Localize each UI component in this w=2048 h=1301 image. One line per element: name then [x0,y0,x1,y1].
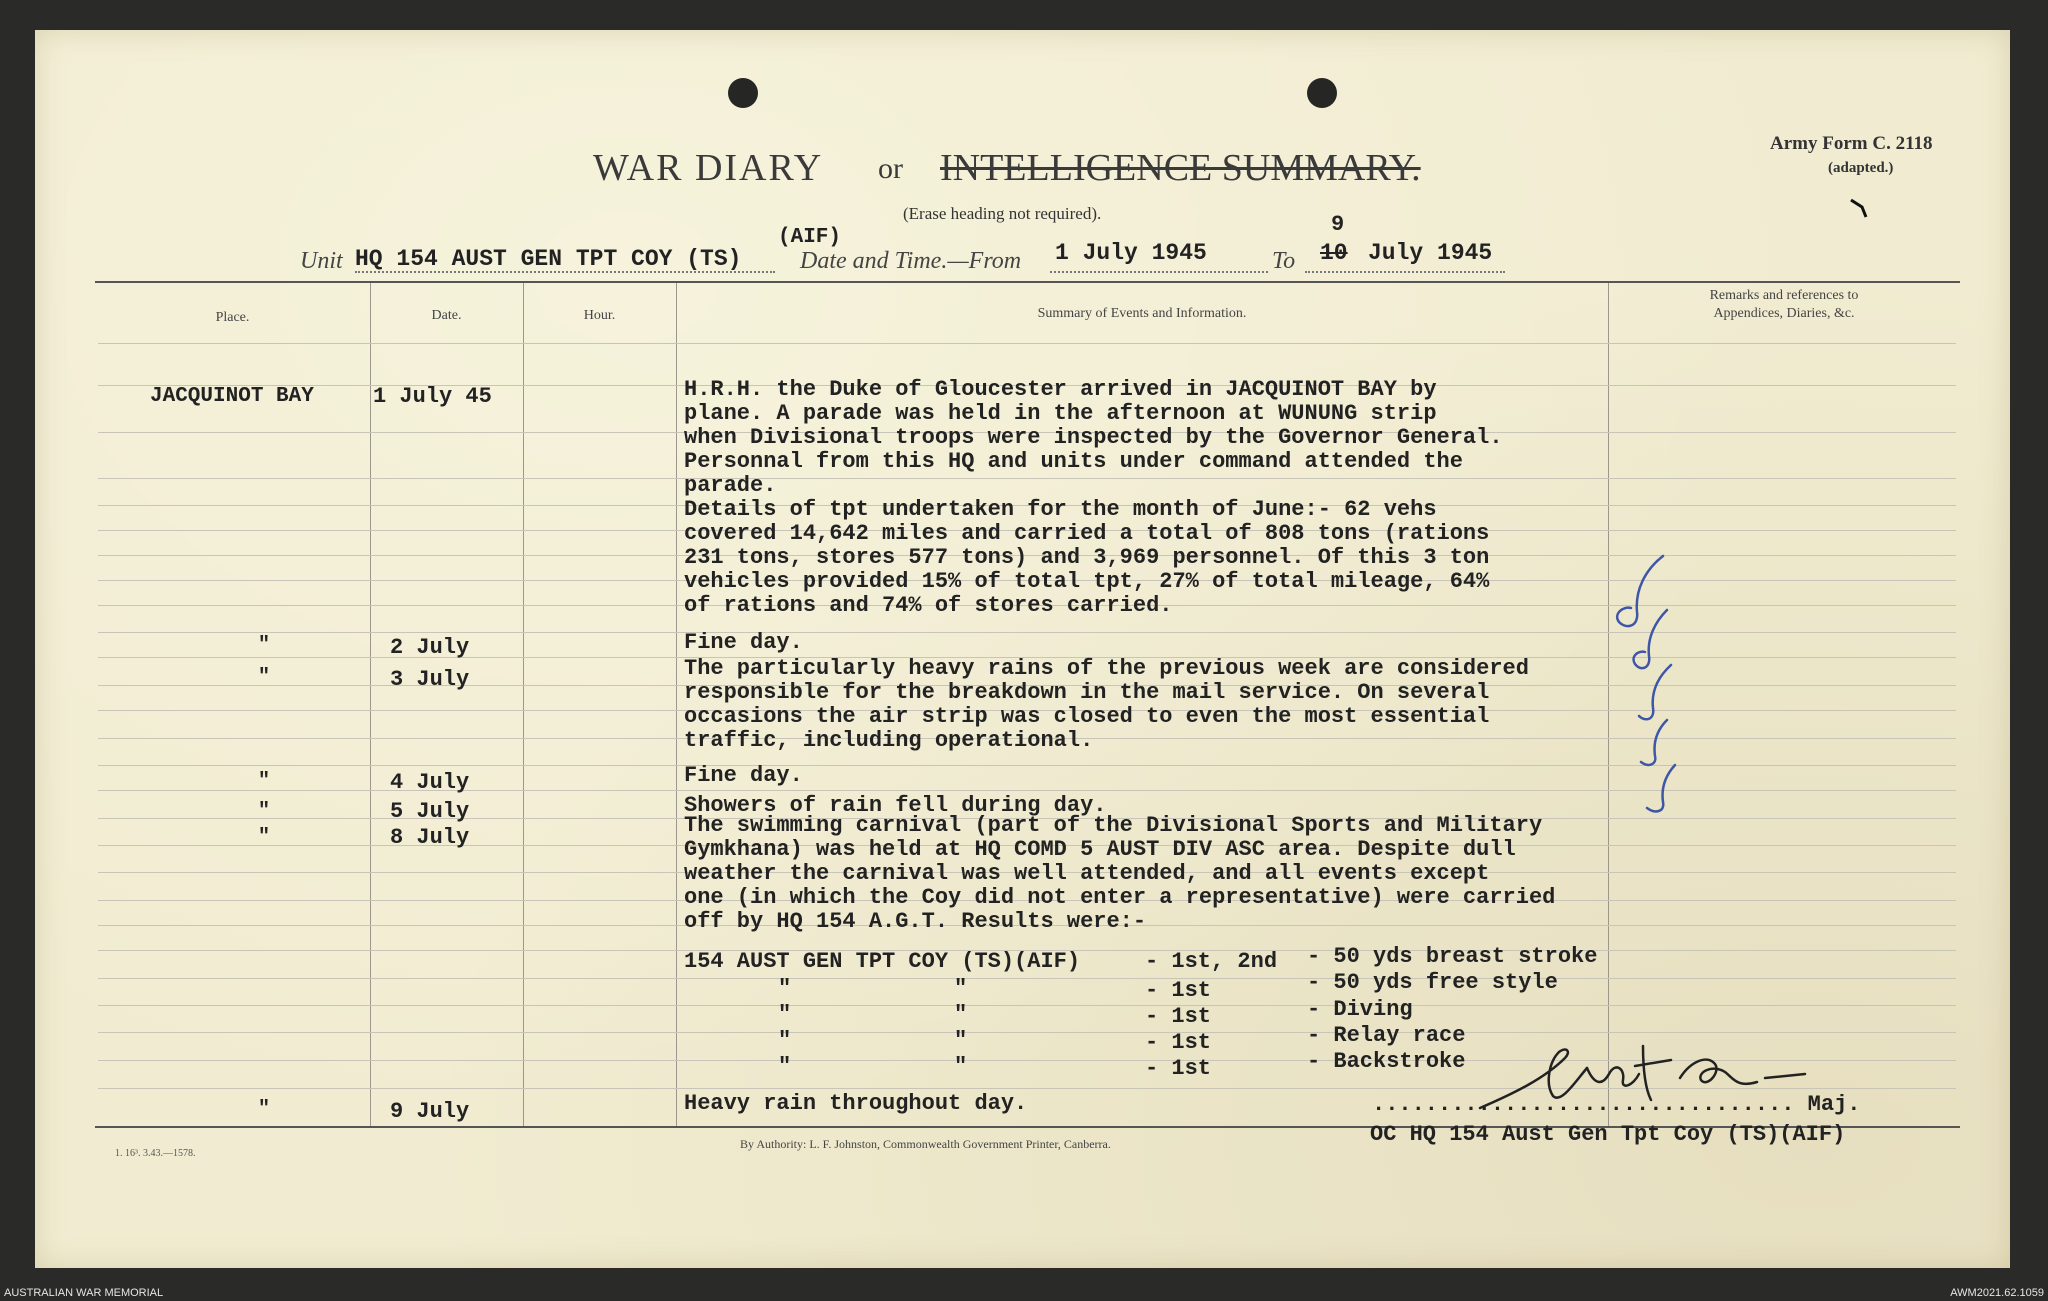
from-date: 1 July 1945 [1055,240,1207,266]
entry-text: Fine day. [684,630,803,655]
dotted-rule [355,271,775,273]
signatory-title: OC HQ 154 Aust Gen Tpt Coy (TS)(AIF) [1370,1122,1846,1147]
entry-line: Personnal from this HQ and units under command attended the [684,449,1463,474]
date-cell: 8 July [390,825,470,850]
ditto-mark: " [258,1098,271,1121]
ditto-mark: " [954,1002,968,1027]
entry-line: one (in which the Coy did not enter a representative) were carried [684,885,1556,910]
ditto-mark: " [778,1028,792,1053]
punch-hole-icon [728,78,758,108]
entry-line: 231 tons, stores 577 tons) and 3,969 personnel. Of this 3 ton [684,545,1490,570]
footer-accession: AWM2021.62.1059 [1950,1287,2044,1299]
entry-line: of rations and 74% of stores carried. [684,593,1173,618]
dotted-rule [1305,271,1505,273]
entry-line: The particularly heavy rains of the previous week are considered [684,656,1529,681]
result-event: - Backstroke [1307,1049,1466,1074]
column-divider [523,283,524,1126]
header-remarks-1: Remarks and references to [1709,288,1859,303]
date-cell: 4 July [390,770,470,795]
form-code: 1. 16³. 3.43.—1578. [115,1148,196,1159]
result-placing: - 1st [1145,978,1212,1003]
to-day-struck: 10 [1320,240,1348,266]
entry-text: Fine day. [684,763,803,788]
ditto-mark: " [258,666,271,689]
entry-line: The swimming carnival (part of the Divisional Sports and Military [684,813,1543,838]
result-event: - Diving [1307,997,1413,1022]
ditto-mark: " [954,1054,968,1079]
ruled-line [98,1005,1956,1006]
entry-line: weather the carnival was well attended, and all events except [684,861,1490,886]
entry-line: parade. [684,473,777,498]
result-placing: - 1st, 2nd [1145,949,1278,974]
to-day-correction: 9 [1331,212,1345,237]
date-time-label: Date and Time.—From [800,248,1022,274]
entry-line: responsible for the breakdown in the mail service. On several [684,680,1490,705]
or-word: or [878,152,903,185]
date-cell: 9 July [390,1099,470,1124]
unit-value: HQ 154 AUST GEN TPT COY (TS) [355,246,742,272]
result-placing: - 1st [1145,1056,1212,1081]
date-cell: 1 July 45 [373,384,492,409]
ruled-line [98,978,1956,979]
ditto-mark: " [778,1002,792,1027]
punch-hole-icon [1307,78,1337,108]
entry-text [684,378,1503,618]
entry-line: traffic, including operational. [684,728,1094,753]
unit-aif: (AIF) [778,226,842,249]
entry-line: H.R.H. the Duke of Gloucester arrived in JACQUINOT BAY by [684,377,1437,402]
tick-mark-icon [1848,195,1872,219]
army-form-number: Army Form C. 2118 [1770,133,1933,154]
entry-text [684,657,1529,753]
result-placing: - 1st [1145,1030,1212,1055]
ditto-mark: " [954,976,968,1001]
ditto-mark: " [778,1054,792,1079]
entry-text [684,814,1555,934]
ruled-line [98,1032,1956,1033]
entry-line: off by HQ 154 A.G.T. Results were:- [684,909,1147,934]
entry-line: Gymkhana) was held at HQ COMD 5 AUST DIV ASC area. Despite dull [684,837,1516,862]
header-date: Date. [431,308,462,323]
place-cell: JACQUINOT BAY [150,385,314,408]
date-cell: 3 July [390,667,470,692]
adapted-note: (adapted.) [1828,160,1894,176]
entry-text: Showers of rain fell during day. [684,793,1107,818]
to-label: To [1272,248,1296,274]
ditto-mark: " [778,976,792,1001]
ditto-mark: " [258,826,271,849]
result-placing: - 1st [1145,1004,1212,1029]
dotted-rule [1050,271,1268,273]
date-cell: 2 July [390,635,470,660]
table-top-rule [95,281,1960,283]
entry-line: vehicles provided 15% of total tpt, 27% of total mileage, 64% [684,569,1490,594]
to-month-year: July 1945 [1368,240,1493,266]
entry-text: Heavy rain throughout day. [684,1091,1028,1116]
column-divider [676,283,677,1126]
ditto-mark: " [258,800,271,823]
initials-mark-icon [1575,550,1695,880]
result-event: - 50 yds free style [1307,970,1558,995]
entry-line: when Divisional troops were inspected by the Governor General. [684,425,1503,450]
entry-line: covered 14,642 miles and carried a total of 808 tons (rations [684,521,1490,546]
entry-line: plane. A parade was held in the afternoon at WUNUNG strip [684,401,1437,426]
printer-imprint: By Authority: L. F. Johnston, Commonwealth Government Printer, Canberra. [740,1137,1111,1151]
ruled-line [98,343,1956,344]
result-event: - Relay race [1307,1023,1466,1048]
date-cell: 5 July [390,799,470,824]
result-unit: 154 AUST GEN TPT COY (TS)(AIF) [684,949,1081,974]
footer-archive: AUSTRALIAN WAR MEMORIAL [4,1287,164,1299]
column-divider [370,283,371,1126]
erase-note: (Erase heading not required). [903,204,1102,223]
result-event: - 50 yds breast stroke [1307,944,1598,969]
header-hour: Hour. [583,308,616,323]
header-summary: Summary of Events and Information. [1037,306,1247,321]
ditto-mark: " [258,770,271,793]
struck-heading: INTELLIGENCE SUMMARY. [940,147,1421,189]
ditto-mark: " [954,1028,968,1053]
diary-title: WAR DIARY [593,147,824,189]
entry-line: occasions the air strip was closed to even the most essential [684,704,1490,729]
header-place: Place. [215,310,250,325]
entry-line: Details of tpt undertaken for the month of June:- 62 vehs [684,497,1437,522]
unit-label: Unit [300,248,343,274]
signature-rank-line: ................................ Maj. [1372,1092,1861,1117]
header-remarks-2: Appendices, Diaries, &c. [1713,306,1855,321]
ditto-mark: " [258,634,271,657]
